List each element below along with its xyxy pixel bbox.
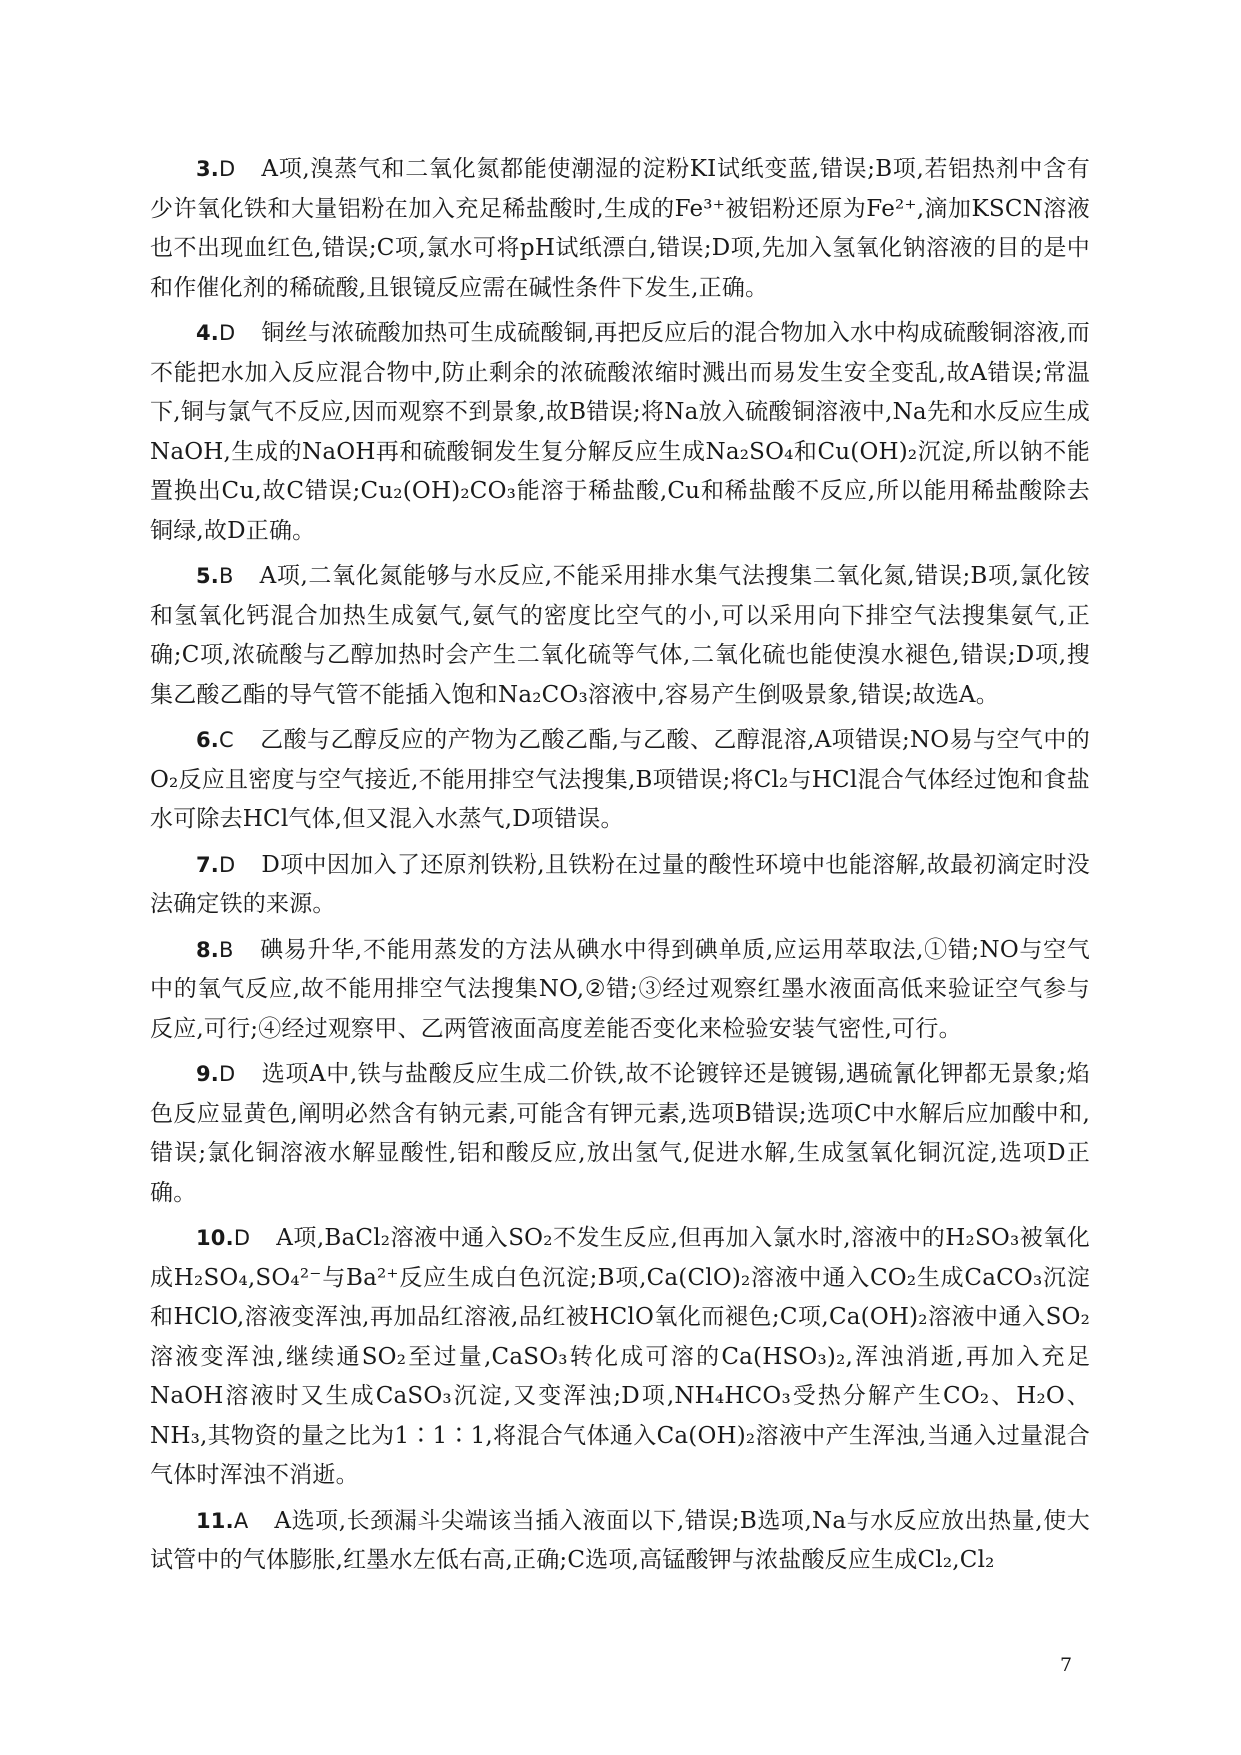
answer-letter: D [219, 1062, 236, 1086]
answer-item [150, 1219, 1090, 1496]
answer-item [150, 931, 1090, 1050]
answer-letter: D [219, 321, 236, 345]
answer-letter: B [219, 564, 234, 588]
question-number: 8. [196, 937, 219, 962]
answer-item [150, 314, 1090, 551]
explanation-text: 乙酸与乙醇反应的产物为乙酸乙酯,与乙酸、乙醇混溶,A项错误;NO易与空气中的O₂反应且密度与空气接近,不能用排空气法搜集,B项错误;将Cl₂与HCl混合气体经过饱和食盐水可除去HCl气体,但又混入水蒸气,D项错误。 [150, 727, 1090, 832]
answer-letter: B [219, 937, 234, 962]
answer-item [150, 1502, 1090, 1581]
question-number: 4. [196, 321, 219, 345]
answer-item [150, 846, 1090, 925]
answer-letter: D [219, 852, 236, 877]
explanation-text: 选项A中,铁与盐酸反应生成二价铁,故不论镀锌还是镀锡,遇硫氰化钾都无景象;焰色反应显黄色,阐明必然含有钠元素,可能含有钾元素,选项B错误;选项C中水解后应加酸中和,错误;氯化铜溶液水解显酸性,铝和酸反应,放出氢气,促进水解,生成氢氧化铜沉淀,选项D正确。 [150, 1061, 1090, 1206]
question-number: 6. [196, 728, 219, 752]
answer-item [150, 150, 1090, 308]
answer-letter: A [233, 1508, 249, 1533]
question-number: 11. [196, 1508, 234, 1533]
explanation-text: D项中因加入了还原剂铁粉,且铁粉在过量的酸性环境中也能溶解,故最初滴定时没法确定铁的来源。 [150, 851, 1090, 917]
question-number: 3. [196, 157, 219, 181]
answer-item [150, 557, 1090, 715]
answer-letter: D [233, 1226, 251, 1250]
answer-item [150, 721, 1090, 840]
explanation-text: 碘易升华,不能用蒸发的方法从碘水中得到碘单质,应运用萃取法,①错;NO与空气中的氧气反应,故不能用排空气法搜集NO,②错;③经过观察红墨水液面高低来验证空气参与反应,可行;④经过观察甲、乙两管液面高度差能否变化来检验安装气密性,可行。 [150, 936, 1090, 1042]
explanation-text: A项,二氧化氮能够与水反应,不能采用排水集气法搜集二氧化氮,错误;B项,氯化铵和氢氧化钙混合加热生成氨气,氨气的密度比空气的小,可以采用向下排空气法搜集氨气,正确;C项,浓硫酸与乙醇加热时会产生二氧化硫等气体,二氧化硫也能使溴水褪色,错误;D项,搜集乙酸乙酯的导气管不能插入饱和Na₂CO₃溶液中,容易产生倒吸景象,错误;故选A。 [150, 563, 1090, 708]
question-number: 5. [196, 564, 219, 588]
question-number: 10. [196, 1226, 234, 1250]
explanation-text: 铜丝与浓硫酸加热可生成硫酸铜,再把反应后的混合物加入水中构成硫酸铜溶液,而不能把水加入反应混合物中,防止剩余的浓硫酸浓缩时溅出而易发生安全变乱,故A错误;常温下,铜与氯气不反应,因而观察不到景象,故B错误;将Na放入硫酸铜溶液中,Na先和水反应生成NaOH,生成的NaOH再和硫酸铜发生复分解反应生成Na₂SO₄和Cu(OH)₂沉淀,所以钠不能置换出Cu,故C错误;Cu₂(OH)₂CO₃能溶于稀盐酸,Cu和稀盐酸不反应,所以能用稀盐酸除去铜绿,故D正确。 [150, 320, 1090, 544]
answer-explanations [150, 150, 1090, 1587]
page-number: 7 [1060, 1654, 1073, 1676]
explanation-text: A项,BaCl₂溶液中通入SO₂不发生反应,但再加入氯水时,溶液中的H₂SO₃被氧化成H₂SO₄,SO₄²⁻与Ba²⁺反应生成白色沉淀;B项,Ca(ClO)₂溶液中通入CO₂生成CaCO₃沉淀和HClO,溶液变浑浊,再加品红溶液,品红被HClO氧化而褪色;C项,Ca(OH)₂溶液中通入SO₂溶液变浑浊,继续通SO₂至过量,CaSO₃转化成可溶的Ca(HSO₃)₂,浑浊消逝,再加入充足NaOH溶液时又生成CaSO₃沉淀,又变浑浊;D项,NH₄HCO₃受热分解产生CO₂、H₂O、NH₃,其物资的量之比为1∶1∶1,将混合气体通入Ca(OH)₂溶液中产生浑浊,当通入过量混合气体时浑浊不消逝。 [150, 1225, 1090, 1488]
question-number: 7. [196, 852, 219, 877]
answer-letter: D [219, 157, 236, 181]
explanation-text: A项,溴蒸气和二氧化氮都能使潮湿的淀粉KI试纸变蓝,错误;B项,若铝热剂中含有少许氧化铁和大量铝粉在加入充足稀盐酸时,生成的Fe³⁺被铝粉还原为Fe²⁺,滴加KSCN溶液也不出现血红色,错误;C项,氯水可将pH试纸漂白,错误;D项,先加入氢氧化钠溶液的目的是中和作催化剂的稀硫酸,且银镜反应需在碱性条件下发生,正确。 [150, 156, 1090, 301]
answer-letter: C [219, 728, 234, 752]
question-number: 9. [196, 1062, 219, 1086]
explanation-text: A选项,长颈漏斗尖端该当插入液面以下,错误;B选项,Na与水反应放出热量,使大试管中的气体膨胀,红墨水左低右高,正确;C选项,高锰酸钾与浓盐酸反应生成Cl₂,Cl₂ [150, 1507, 1090, 1573]
answer-item [150, 1055, 1090, 1213]
